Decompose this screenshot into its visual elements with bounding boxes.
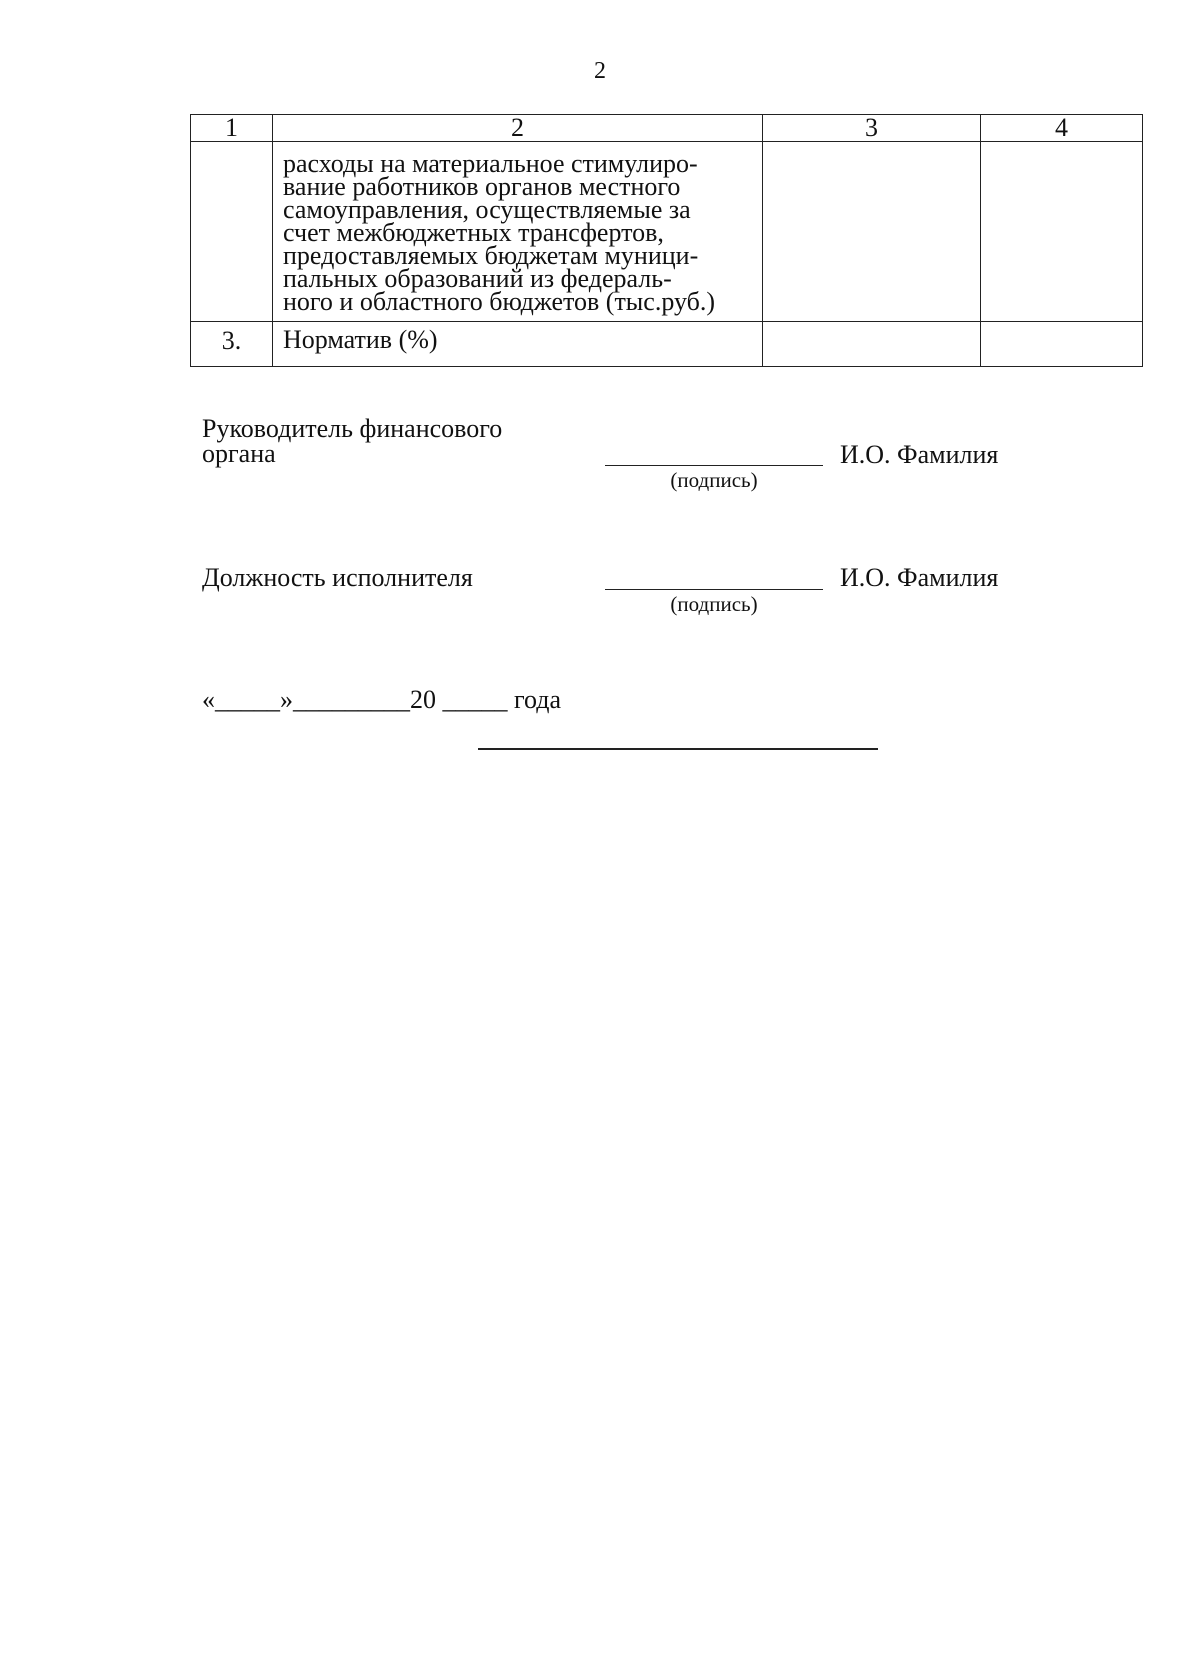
header-cell-4: 4 <box>981 115 1143 142</box>
signature-head-line <box>605 465 823 466</box>
description-line: предоставляемых бюджетам муници- <box>283 241 699 270</box>
row-number-cell <box>191 142 273 322</box>
table-header-row <box>191 115 1143 142</box>
signature-executor-line <box>605 589 823 590</box>
signature-executor-caption: (подпись) <box>670 592 758 616</box>
row-number-cell: 3. <box>191 322 273 367</box>
description-line: расходы на материальное стимулиро- <box>283 149 698 178</box>
description-line: самоуправления, осуществляемые за <box>283 195 691 224</box>
bottom-rule <box>478 748 878 750</box>
header-cell-3: 3 <box>763 115 981 142</box>
signature-executor-name: И.О. Фамилия <box>840 563 999 592</box>
value-cell-col4 <box>981 142 1143 322</box>
signature-head-label-line2: органа <box>202 439 276 468</box>
description-line: вание работников органов местного <box>283 172 681 201</box>
header-cell-1: 1 <box>191 115 273 142</box>
description-line: счет межбюджетных трансфертов, <box>283 218 664 247</box>
table-row-expenses <box>191 142 1143 322</box>
data-table <box>190 114 1143 367</box>
table-row-norm <box>191 322 1143 367</box>
value-cell-col3 <box>763 142 981 322</box>
description-line: пальных образований из федераль- <box>283 264 672 293</box>
value-cell-col3 <box>763 322 981 367</box>
signature-executor-label: Должность исполнителя <box>202 563 473 592</box>
signature-head-caption: (подпись) <box>670 468 758 492</box>
row-description-cell <box>273 142 763 322</box>
description-line: ного и областного бюджетов (тыс.руб.) <box>283 287 716 316</box>
value-cell-col4 <box>981 322 1143 367</box>
header-cell-2: 2 <box>273 115 763 142</box>
signature-head-name: И.О. Фамилия <box>840 440 999 469</box>
signature-head-label-line1: Руководитель финансового <box>202 414 503 443</box>
date-line: «_____»_________20 _____ года <box>202 685 562 714</box>
signature-head-label <box>202 416 502 466</box>
row-description-cell: Норматив (%) <box>273 322 763 367</box>
page-number: 2 <box>594 58 606 84</box>
